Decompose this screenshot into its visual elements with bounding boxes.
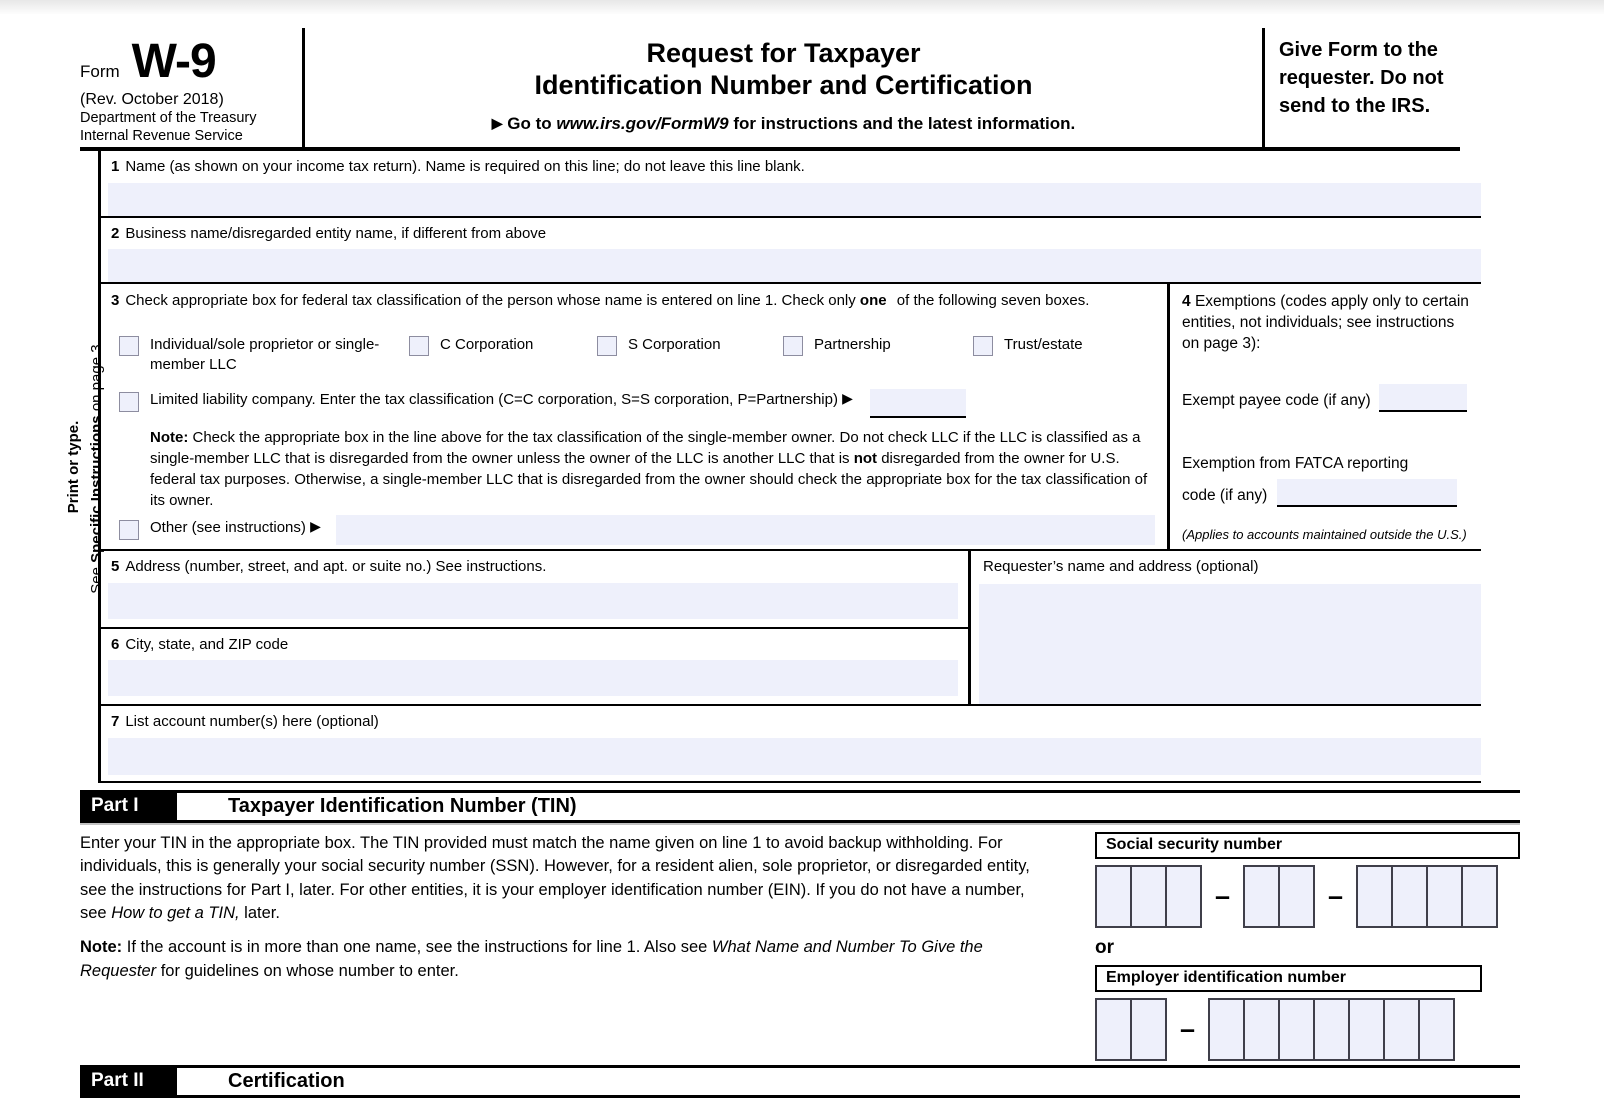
- llc-checkbox-label: Limited liability company. Enter the tax classification (C=C corporation, S=S corporation, P=Partnership) ▶: [150, 390, 853, 409]
- print-or-type-text: Print or type.: [65, 420, 82, 514]
- tin-digit-cell[interactable]: [1391, 865, 1428, 928]
- goto-suffix: for instructions and the latest information.: [728, 113, 1076, 133]
- ein-group-2: [1208, 998, 1455, 1061]
- exempt-payee-code-input[interactable]: [1379, 384, 1467, 412]
- form-title: [305, 38, 1262, 102]
- viewer-top-edge: [0, 0, 1604, 14]
- ssn-group-3: [1356, 865, 1498, 928]
- or-text: or: [1095, 936, 1114, 958]
- account-numbers-input[interactable]: [108, 738, 1481, 775]
- form-number-line: [80, 34, 294, 89]
- line-3-column: [101, 284, 1167, 549]
- ssn-group-1: [1095, 865, 1202, 928]
- tin-instructions-paragraph: Enter your TIN in the appropriate box. The TIN provided must match the name given on line 1 to avoid backup withholding. For individuals, this is generally your social security number (SSN). However, for a resident alien, sole proprietor, or disregarded entity, see the instructions for Part I, later. For other entities, it is your employer identification number (EIN). If you do not have a number, see How to get a TIN, later.: [80, 833, 1030, 923]
- checkbox-item-c-corp: [409, 335, 597, 376]
- llc-checkbox[interactable]: [119, 392, 139, 412]
- see-instructions-text: See Specific Instructions on page 3.: [87, 340, 105, 594]
- fatca-label-line-2: code (if any): [1182, 487, 1268, 505]
- line-6-row: [101, 629, 968, 697]
- ssn-dash-1: –: [1215, 881, 1231, 912]
- other-checkbox-row: [119, 519, 1155, 545]
- tin-digit-cell[interactable]: [1356, 865, 1393, 928]
- ssn-label-box: Social security number: [1095, 832, 1520, 859]
- trust-estate-checkbox[interactable]: [973, 336, 993, 356]
- tax-classification-checkbox-row: [119, 335, 1155, 376]
- other-checkbox-label: Other (see instructions) ▶: [150, 518, 321, 537]
- tin-digit-cell[interactable]: [1095, 998, 1132, 1061]
- form-title-block: [305, 28, 1262, 147]
- applies-note: (Applies to accounts maintained outside the U.S.): [1182, 526, 1467, 542]
- arrow-right-icon: ▶: [310, 518, 321, 535]
- line-2-label: 2 Business name/disregarded entity name, if different from above: [111, 224, 547, 242]
- tin-note-paragraph: Note: If the account is in more than one name, see the instructions for line 1. Also see What Name and Number To Give the Requester for guidelines on whose number to enter.: [80, 938, 983, 980]
- sidebar-rotated-text: [63, 167, 115, 767]
- other-classification-input[interactable]: [336, 515, 1155, 545]
- llc-checkbox-row: [119, 391, 1155, 418]
- individual-checkbox-label: Individual/sole proprietor or single-member LLC: [150, 335, 380, 373]
- requester-name-address-input[interactable]: [979, 584, 1481, 705]
- tin-digit-cell[interactable]: [1278, 865, 1315, 928]
- line-1-label: 1 Name (as shown on your income tax return). Name is required on this line; do not leave this line blank.: [111, 158, 805, 176]
- fatca-code-row: [1182, 479, 1471, 507]
- c-corporation-checkbox[interactable]: [409, 336, 429, 356]
- address-column: [101, 551, 968, 704]
- tin-digit-cell[interactable]: [1165, 865, 1202, 928]
- partnership-checkbox-label: Partnership: [814, 335, 891, 353]
- tin-digit-cell[interactable]: [1426, 865, 1463, 928]
- give-form-box: [1262, 28, 1460, 147]
- city-state-zip-input[interactable]: [108, 660, 958, 696]
- tin-digit-cell[interactable]: [1383, 998, 1420, 1061]
- form-body: [65, 14, 1520, 1098]
- individual-checkbox[interactable]: [119, 336, 139, 356]
- form-rows: [98, 151, 1481, 783]
- c-corporation-checkbox-label: C Corporation: [440, 335, 534, 353]
- trust-estate-checkbox-label: Trust/estate: [1004, 335, 1083, 353]
- requester-label: Requester’s name and address (optional): [983, 558, 1259, 576]
- checkbox-item-individual: [119, 335, 409, 376]
- tin-digit-cell[interactable]: [1208, 998, 1245, 1061]
- part-1-instructions: [80, 832, 1045, 1062]
- ein-group-1: [1095, 998, 1167, 1061]
- fatca-block: [1182, 454, 1471, 507]
- line-5-label: 5 Address (number, street, and apt. or suite no.) See instructions.: [111, 558, 547, 576]
- line-7-label: 7 List account number(s) here (optional): [111, 713, 379, 731]
- arrow-right-icon: ▶: [491, 114, 503, 131]
- partnership-checkbox[interactable]: [783, 336, 803, 356]
- name-input[interactable]: [108, 183, 1481, 216]
- checkbox-item-s-corp: [597, 335, 783, 376]
- dept-line-2: Internal Revenue Service: [80, 128, 243, 145]
- tin-digit-cell[interactable]: [1095, 865, 1132, 928]
- line-3-and-4-section: [101, 284, 1481, 549]
- form-number: W-9: [131, 35, 216, 88]
- part-1-label: Part I: [80, 793, 177, 820]
- address-input[interactable]: [108, 583, 958, 619]
- give-form-text: Give Form to the requester. Do not send to the IRS.: [1279, 39, 1444, 117]
- ein-dash: –: [1180, 1014, 1196, 1045]
- part-2-title: Certification: [228, 1069, 345, 1092]
- checkbox-item-partnership: [783, 335, 973, 376]
- form-header: [80, 28, 1460, 151]
- fatca-code-input[interactable]: [1277, 479, 1457, 507]
- part-1-body: [80, 832, 1520, 1062]
- tin-digit-cell[interactable]: [1243, 865, 1280, 928]
- tin-digit-cell[interactable]: [1348, 998, 1385, 1061]
- ssn-dash-2: –: [1328, 881, 1344, 912]
- tin-digit-cell[interactable]: [1130, 998, 1167, 1061]
- tin-digit-cell[interactable]: [1461, 865, 1498, 928]
- exempt-payee-row: [1182, 384, 1471, 412]
- address-and-requester-section: [101, 549, 1481, 704]
- form-word: Form: [80, 62, 120, 81]
- requester-box: [968, 551, 1481, 704]
- part-2-label: Part II: [80, 1068, 177, 1095]
- ssn-group-2: [1243, 865, 1315, 928]
- line-4-label: 4 Exemptions (codes apply only to certain entities, not individuals; see instructions on page 3):: [1182, 293, 1469, 353]
- line-1-row: [101, 151, 1481, 218]
- llc-classification-input[interactable]: [870, 389, 966, 418]
- tin-digit-cell[interactable]: [1313, 998, 1350, 1061]
- goto-instructions-line: [305, 114, 1262, 134]
- fatca-label-line-1: Exemption from FATCA reporting: [1182, 455, 1409, 473]
- arrow-right-icon: ▶: [842, 390, 853, 407]
- form-main: [65, 151, 1481, 783]
- business-name-input[interactable]: [108, 249, 1481, 282]
- line-2-row: [101, 218, 1481, 285]
- ein-label-box: Employer identification number: [1095, 965, 1482, 992]
- left-sidebar: [65, 151, 105, 783]
- checkbox-item-trust-estate: [973, 335, 1083, 376]
- irs-url-text: www.irs.gov/FormW9: [556, 113, 729, 133]
- tin-entry-column: [1095, 832, 1520, 1062]
- goto-prefix: Go to: [507, 113, 557, 133]
- s-corporation-checkbox-label: S Corporation: [628, 335, 721, 353]
- tin-digit-cell[interactable]: [1418, 998, 1455, 1061]
- line-3-label: 3 Check appropriate box for federal tax classification of the person whose name is entered on line 1. Check only one of the following seven boxes.: [111, 292, 1090, 310]
- form-title-line-2: Identification Number and Certification: [534, 69, 1033, 100]
- llc-note: Note: Check the appropriate box in the line above for the tax classification of the single-member owner. Do not check LLC if the LLC is classified as a single-member LLC that is disregarded from the owner unless the owner of the LLC is another LLC that is not disregarded from the owner for U.S. federal tax purposes. Otherwise, a single-member LLC that is disregarded from the owner should check the appropriate box for the tax classification of its owner.: [150, 429, 1148, 510]
- form-revision: (Rev. October 2018): [80, 91, 224, 108]
- exempt-payee-label: Exempt payee code (if any): [1182, 392, 1371, 410]
- dept-line-1: Department of the Treasury: [80, 110, 257, 126]
- form-id-block: [80, 28, 305, 147]
- line-7-row: [101, 704, 1481, 775]
- part-1-header-bar: [80, 790, 1520, 823]
- s-corporation-checkbox[interactable]: [597, 336, 617, 356]
- line-5-row: [101, 551, 968, 629]
- line-6-label: 6 City, state, and ZIP code: [111, 635, 289, 653]
- form-title-line-1: Request for Taxpayer: [646, 38, 921, 68]
- part-2-header-bar: [80, 1065, 1520, 1098]
- ssn-cells-row: [1095, 865, 1520, 929]
- tin-digit-cell[interactable]: [1243, 998, 1280, 1061]
- tin-digit-cell[interactable]: [1130, 865, 1167, 928]
- line-4-exemptions-box: [1167, 284, 1481, 549]
- part-1-title: Taxpayer Identification Number (TIN): [228, 794, 577, 817]
- other-checkbox[interactable]: [119, 520, 139, 540]
- ein-cells-row: [1095, 998, 1520, 1062]
- tin-digit-cell[interactable]: [1278, 998, 1315, 1061]
